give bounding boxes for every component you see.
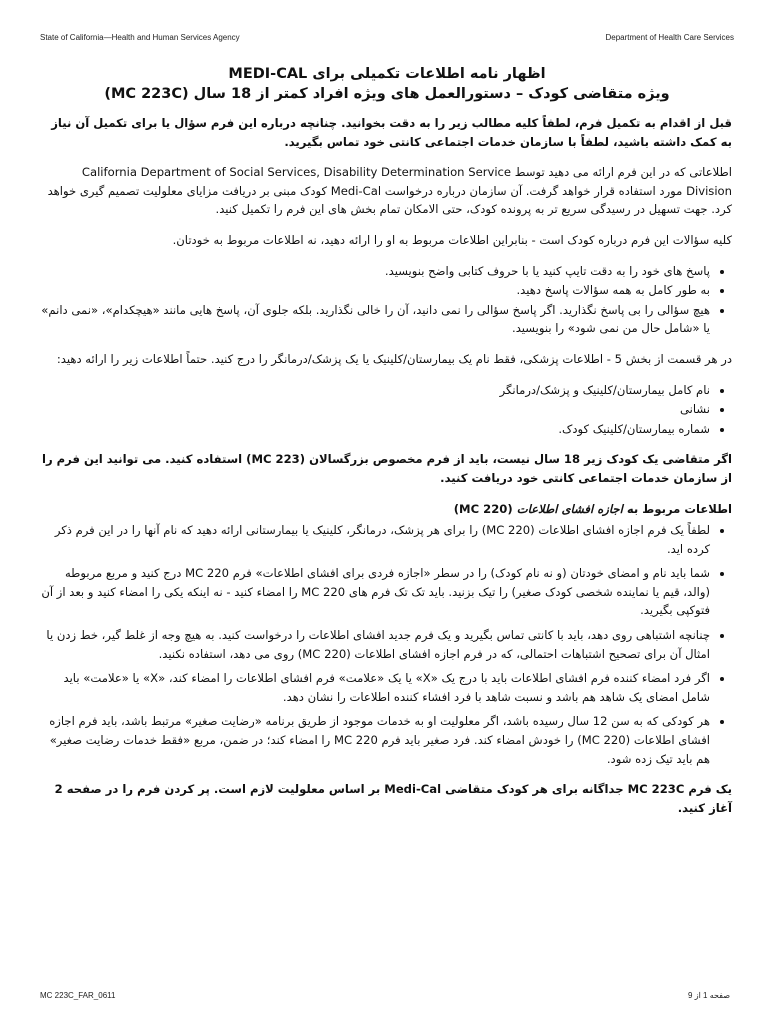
authorization-list bbox=[38, 521, 732, 768]
title-line-2: ویژه متقاضی کودک – دستورالعمل های ویژه افراد کمتر از 18 سال (MC 223C) bbox=[104, 86, 670, 102]
list-item: • هر کودکی که به سن 12 سال رسیده باشد، اگر معلولیت او به خدمات موجود از طریق برنامه «رضایت صغیر» مرتبط باشد، باید فرم اجازه افشای اطلاعات (MC 220) را خودش امضاء کند. فرد صغیر باید فرم MC 220 را امضاء کند؛ در ضمن، مربع «فقط خدمات رضایت صغیر» هم باید تیک زده شود. bbox=[38, 712, 710, 768]
subheading-text: اطلاعات مربوط به bbox=[626, 501, 732, 516]
required-info-list bbox=[38, 381, 732, 439]
medical-section-paragraph: در هر قسمت از بخش 5 - اطلاعات پزشکی، فقط نام یک بیمارستان/کلینیک یا یک پزشک/درمانگر را درج کنید. حتماً اطلاعات زیر را ارائه دهید: bbox=[56, 351, 732, 366]
page-title bbox=[40, 64, 734, 104]
adult-form-paragraph: اگر متقاضی یک کودک زیر 18 سال نیست، باید از فرم مخصوص بزرگسالان (MC 223) استفاده کنید. می توانید این فرم را از سازمان خدمات اجتماعی کانتی خود دریافت کنید. bbox=[41, 452, 732, 485]
child-info-paragraph: کلیه سؤالات این فرم درباره کودک است - بنابراین اطلاعات مربوط به او را ارائه دهید، نه اطلاعات مربوط به خودتان. bbox=[172, 232, 732, 247]
list-item: • هیچ سؤالی را بی پاسخ نگذارید. اگر پاسخ سؤالی را نمی دانید، آن را خالی نگذارید. بلکه جلوی آن، پاسخ هایی مانند «هیچکدام»، «نمی دانم» یا «شامل حال من نمی شود» را بنویسید. bbox=[38, 301, 710, 338]
list-item: • چنانچه اشتباهی روی دهد، باید با کانتی تماس بگیرید و یک فرم جدید افشای اطلاعات را درخواست کنید. به هیچ وجه از غلط گیر، خط زدن یا امثال آن برای تصحیح اشتباهات احتمالی، که در فرم اجازه افشای اطلاعات (MC 220) روی می دهد، استفاده نکنید. bbox=[38, 626, 710, 663]
closing-paragraph: یک فرم MC 223C جداگانه برای هر کودک متقاضی Medi-Cal بر اساس معلولیت لازم است. پر کردن فرم را در صفحه 2 آغاز کنید. bbox=[54, 782, 732, 815]
document-body bbox=[38, 114, 732, 829]
list-item: • نام کامل بیمارستان/کلینیک و پزشک/درمانگر bbox=[38, 381, 710, 400]
list-item: • به طور کامل به همه سؤالات پاسخ دهید. bbox=[38, 281, 710, 300]
list-item: • لطفاً یک فرم اجازه افشای اطلاعات (MC 220) را برای هر پزشک، درمانگر، کلینیک یا بیمارستانی ارائه دهید که نام آنها را در این فرم ذکر کرده اید. bbox=[38, 521, 710, 558]
answer-instructions-list bbox=[38, 262, 732, 338]
list-item: • شماره بیمارستان/کلینیک کودک. bbox=[38, 420, 710, 439]
subheading-italic: اجازه افشای اطلاعات bbox=[516, 501, 623, 516]
footer-form-code: MC 223C_FAR_0611 bbox=[40, 991, 116, 1000]
list-item: • نشانی bbox=[38, 400, 710, 419]
list-item: • شما باید نام و امضای خودتان (و نه نام کودک) را در سطر «اجازه فردی برای افشای اطلاعات» فرم MC 220 درج کنید و مربع مربوطه (والد، قیم یا نماینده شخصی کودک صغیر) را تیک بزنید. باید تک تک فرم های MC 220 را امضاء کنید - نه اینکه یکی را امضاء کنید و بعد از آن فتوکپی بگیرید. bbox=[38, 564, 710, 620]
agency-paragraph: اطلاعاتی که در این فرم ارائه می دهید توسط California Department of Social Services, Disability Determination Service Division مورد استفاده قرار خواهد گرفت. آن سازمان درباره درخواست Medi-Cal کودک مبنی بر دریافت مزایای معلولیت تصمیم گیری خواهد کرد. جهت تسهیل در رسیدگی سریع تر به پرونده کودک، حتی الامکان تمام بخش های این فرم را تکمیل کنید. bbox=[47, 165, 732, 217]
header-agency: State of California—Health and Human Services Agency bbox=[40, 33, 240, 42]
header-department: Department of Health Care Services bbox=[605, 33, 734, 42]
list-item: • اگر فرد امضاء کننده فرم افشای اطلاعات باید با درج یک «X» یا یک «علامت» فرم افشای اطلاعات را امضاء کند، «X» یا «علامت» باید شامل امضای یک شاهد هم باشد و نسبت شاهد با فرد افشاء کننده اطلاعات را نشان دهد. bbox=[38, 669, 710, 706]
footer-page-number: صفحه 1 از 9 bbox=[688, 991, 730, 1000]
title-line-1: اظهار نامه اطلاعات تکمیلی برای MEDI-CAL bbox=[228, 66, 546, 82]
intro-paragraph: قبل از اقدام به تکمیل فرم، لطفاً کلیه مطالب زیر را به دقت بخوانید. چنانچه درباره این فرم سؤال یا برای تکمیل آن نیاز به کمک داشته باشید، لطفاً با سازمان خدمات اجتماعی کانتی خود تماس بگیرید. bbox=[51, 116, 732, 149]
authorization-subheading bbox=[38, 500, 732, 519]
subheading-code: (MC 220) bbox=[453, 501, 513, 516]
list-item: • پاسخ های خود را به دقت تایپ کنید یا با حروف کتابی واضح بنویسید. bbox=[38, 262, 710, 281]
